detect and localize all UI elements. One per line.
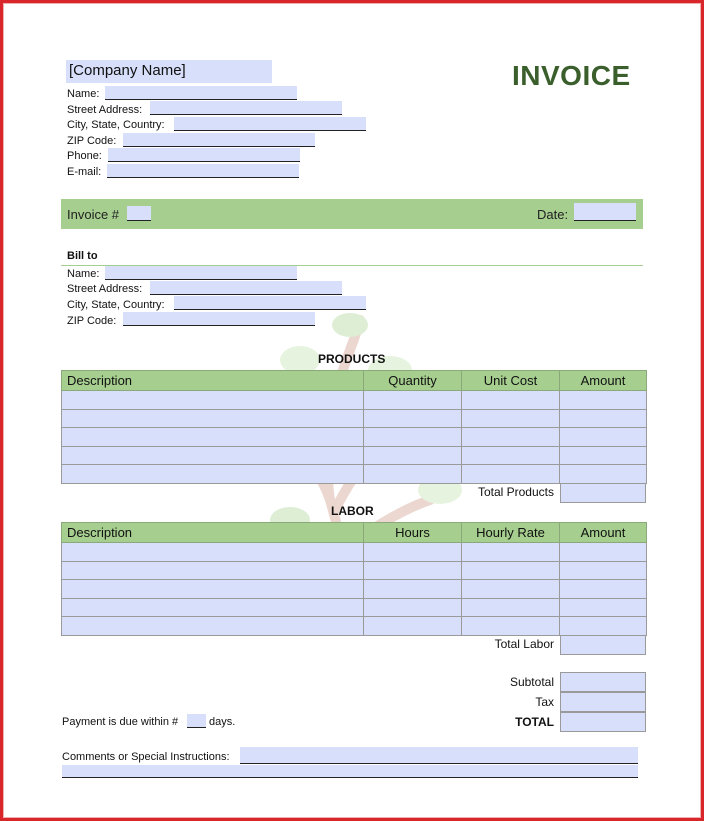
labor-cell[interactable]	[462, 598, 560, 617]
labor-col-hours: Hours	[364, 523, 462, 543]
sender-zip-field[interactable]	[123, 133, 315, 147]
subtotal-field[interactable]	[560, 672, 646, 692]
sender-phone-label: Phone:	[67, 150, 102, 162]
table-row	[62, 598, 647, 617]
sender-street-label: Street Address:	[67, 104, 143, 116]
labor-cell[interactable]	[62, 598, 364, 617]
products-cell[interactable]	[462, 428, 560, 447]
sender-city-label: City, State, Country:	[67, 119, 165, 131]
comments-field-line2[interactable]	[62, 765, 638, 778]
products-cell[interactable]	[462, 446, 560, 465]
bill-zip-label: ZIP Code:	[67, 315, 117, 327]
products-cell[interactable]	[560, 428, 647, 447]
products-cell[interactable]	[560, 391, 647, 410]
labor-cell[interactable]	[364, 598, 462, 617]
sender-name-field[interactable]	[105, 86, 297, 100]
products-cell[interactable]	[62, 428, 364, 447]
total-labor-field[interactable]	[560, 635, 646, 655]
products-cell[interactable]	[364, 465, 462, 484]
sender-zip-label: ZIP Code:	[67, 135, 117, 147]
table-row	[62, 446, 647, 465]
sender-phone-field[interactable]	[108, 148, 300, 162]
products-cell[interactable]	[364, 428, 462, 447]
labor-cell[interactable]	[62, 561, 364, 580]
labor-cell[interactable]	[364, 543, 462, 562]
products-col-description: Description	[62, 371, 364, 391]
sender-city-field[interactable]	[174, 117, 366, 131]
date-label: Date:	[537, 207, 569, 222]
products-cell[interactable]	[462, 465, 560, 484]
labor-cell[interactable]	[560, 543, 647, 562]
labor-cell[interactable]	[462, 561, 560, 580]
labor-cell[interactable]	[560, 617, 647, 636]
sender-name-label: Name:	[67, 88, 100, 100]
tax-field[interactable]	[560, 692, 646, 712]
total-labor-label: Total Labor	[494, 637, 554, 651]
products-cell[interactable]	[62, 465, 364, 484]
tax-label: Tax	[535, 695, 554, 709]
subtotal-label: Subtotal	[509, 675, 554, 689]
labor-cell[interactable]	[62, 543, 364, 562]
labor-header-row	[62, 523, 647, 543]
bill-street-label: Street Address:	[67, 283, 143, 295]
table-row	[62, 391, 647, 410]
products-cell[interactable]	[62, 409, 364, 428]
invoice-title: INVOICE	[512, 60, 631, 91]
products-cell[interactable]	[462, 391, 560, 410]
labor-title: LABOR	[331, 504, 374, 518]
total-products-field[interactable]	[560, 483, 646, 503]
total-products-label: Total Products	[477, 485, 554, 499]
products-title: PRODUCTS	[318, 352, 386, 366]
payment-due-prefix: Payment is due within #	[62, 716, 179, 728]
labor-cell[interactable]	[364, 617, 462, 636]
products-cell[interactable]	[364, 391, 462, 410]
labor-col-hourly-rate: Hourly Rate	[462, 523, 560, 543]
invoice-number-field[interactable]	[127, 206, 151, 221]
sender-email-field[interactable]	[107, 164, 299, 178]
bill-zip-field[interactable]	[123, 312, 315, 326]
labor-cell[interactable]	[62, 617, 364, 636]
sender-street-field[interactable]	[150, 101, 342, 115]
products-cell[interactable]	[462, 409, 560, 428]
labor-cell[interactable]	[462, 617, 560, 636]
products-col-unit-cost: Unit Cost	[462, 371, 560, 391]
labor-cell[interactable]	[364, 561, 462, 580]
labor-cell[interactable]	[62, 580, 364, 599]
products-col-quantity: Quantity	[364, 371, 462, 391]
labor-cell[interactable]	[364, 580, 462, 599]
comments-label: Comments or Special Instructions:	[62, 751, 230, 763]
date-field[interactable]	[574, 203, 636, 221]
table-row	[62, 580, 647, 599]
table-row	[62, 543, 647, 562]
table-row	[62, 428, 647, 447]
products-cell[interactable]	[560, 446, 647, 465]
table-row	[62, 617, 647, 636]
products-cell[interactable]	[560, 465, 647, 484]
bill-name-label: Name:	[67, 268, 100, 280]
labor-cell[interactable]	[462, 543, 560, 562]
labor-col-amount: Amount	[560, 523, 647, 543]
sender-email-label: E-mail:	[67, 166, 102, 178]
labor-col-description: Description	[62, 523, 364, 543]
comments-field-line1[interactable]	[240, 747, 638, 764]
products-cell[interactable]	[364, 409, 462, 428]
grand-total-label: TOTAL	[515, 715, 554, 729]
labor-cell[interactable]	[560, 598, 647, 617]
products-header-row	[62, 371, 647, 391]
labor-cell[interactable]	[560, 561, 647, 580]
invoice-number-label: Invoice #	[67, 207, 120, 222]
bill-city-field[interactable]	[174, 296, 366, 310]
products-cell[interactable]	[62, 391, 364, 410]
labor-cell[interactable]	[560, 580, 647, 599]
bill-city-label: City, State, Country:	[67, 299, 165, 311]
payment-due-suffix: days.	[209, 716, 236, 728]
table-row	[62, 465, 647, 484]
products-cell[interactable]	[364, 446, 462, 465]
grand-total-field[interactable]	[560, 712, 646, 732]
labor-cell[interactable]	[462, 580, 560, 599]
company-name-field[interactable]: [Company Name]	[66, 60, 272, 83]
bill-street-field[interactable]	[150, 281, 342, 295]
bill-name-field[interactable]	[105, 266, 297, 280]
products-cell[interactable]	[62, 446, 364, 465]
payment-days-field[interactable]	[187, 714, 206, 728]
products-col-amount: Amount	[560, 371, 647, 391]
products-cell[interactable]	[560, 409, 647, 428]
labor-table	[61, 522, 647, 636]
bill-to-heading: Bill to	[67, 250, 98, 262]
table-row	[62, 561, 647, 580]
products-table	[61, 370, 647, 484]
table-row	[62, 409, 647, 428]
